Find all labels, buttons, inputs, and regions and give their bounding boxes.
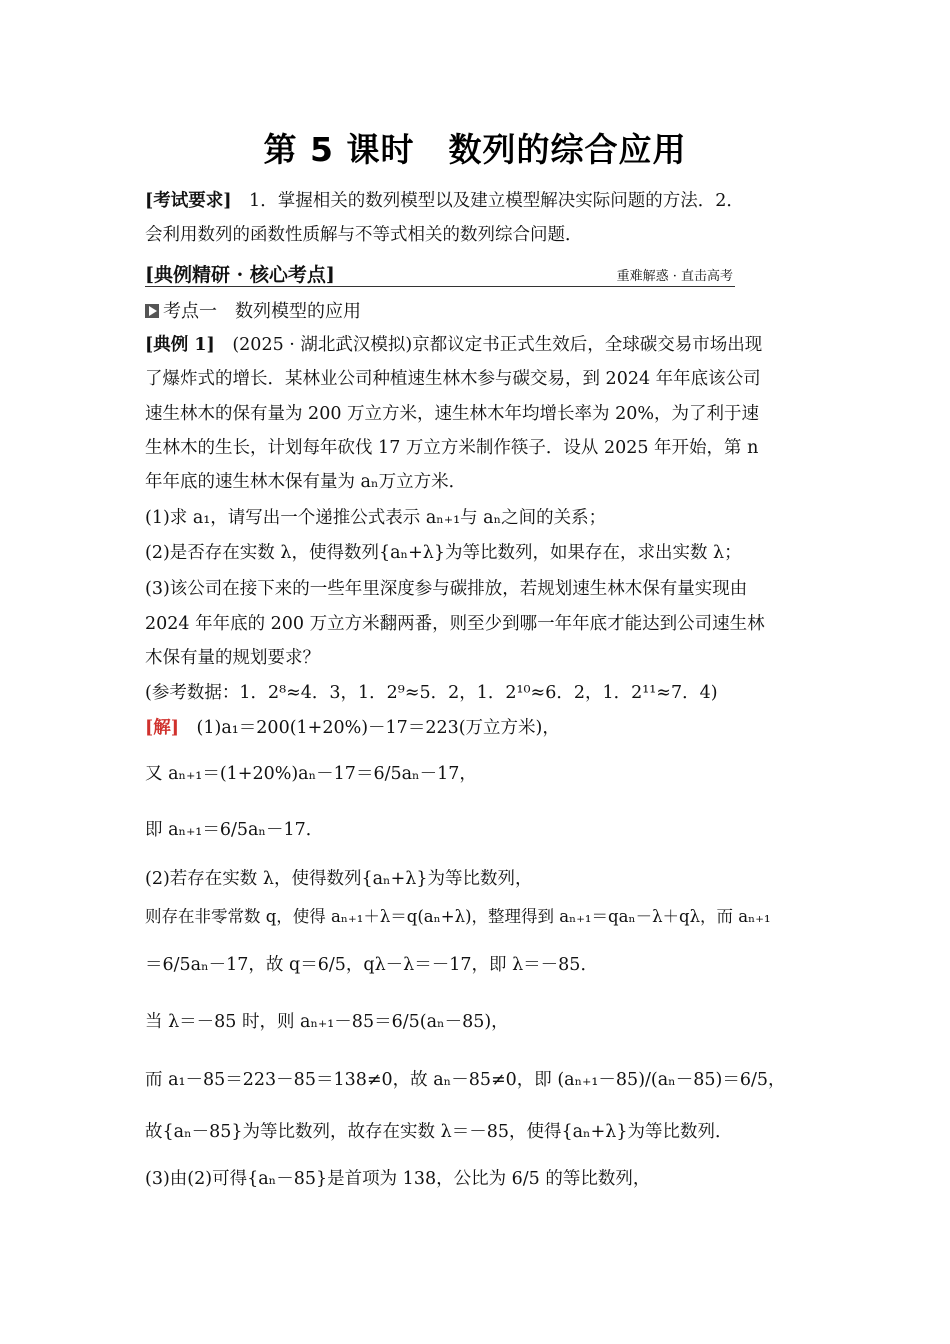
solution-line-6: ＝6/5aₙ－17，故 q＝6/5，qλ－λ＝－17，即 λ＝－85．	[145, 955, 598, 975]
example-label: [典例 1]	[145, 335, 215, 355]
page-title: 第 5 课时 数列的综合应用	[263, 130, 687, 169]
play-triangle-icon	[145, 304, 159, 318]
requirements-line-2: 会利用数列的函数性质解与不等式相关的数列综合问题．	[145, 225, 583, 245]
solution-line-2: 又 aₙ₊₁＝(1+20%)aₙ－17＝6/5aₙ－17，	[145, 764, 477, 784]
question-3-line-2: 2024 年年底的 200 万立方米翻两番，则至少到哪一年年底才能达到公司速生林	[145, 614, 765, 634]
solution-line-8: 而 a₁－85＝223－85＝138≠0，故 aₙ－85≠0，即 (aₙ₊₁－85)/(aₙ－85)＝6/5，	[145, 1070, 786, 1090]
requirements-line-1: 1．掌握相关的数列模型以及建立模型解决实际问题的方法．2．	[231, 191, 744, 211]
requirements-label: [考试要求]	[145, 191, 232, 211]
example-line-1	[145, 333, 810, 357]
kaodian-heading	[145, 297, 361, 323]
example-text-1: (2025 · 湖北武汉模拟)京都议定书正式生效后，全球碳交易市场出现	[214, 335, 763, 355]
question-3-line-3: 木保有量的规划要求？	[145, 648, 320, 668]
solution-line-7: 当 λ＝－85 时，则 aₙ₊₁－85＝6/5(aₙ－85)，	[145, 1012, 509, 1032]
exam-requirements	[145, 189, 810, 213]
kaodian-text: 考点一 数列模型的应用	[163, 301, 361, 322]
example-line-2: 了爆炸式的增长．某林业公司种植速生林木参与碳交易，到 2024 年年底该公司	[145, 369, 761, 389]
example-line-4: 生林木的生长，计划每年砍伐 17 万立方米制作筷子．设从 2025 年开始，第 n	[145, 438, 759, 458]
example-line-5: 年年底的速生林木保有量为 aₙ万立方米．	[145, 472, 467, 492]
solution-line-5: 则存在非零常数 q，使得 aₙ₊₁＋λ＝q(aₙ+λ)，整理得到 aₙ₊₁＝qaₙ－λ＋qλ，而 aₙ₊₁	[145, 907, 771, 926]
solution-text-1: (1)a₁＝200(1+20%)－17＝223(万立方米)，	[179, 718, 560, 738]
question-3-line-1: (3)该公司在接下来的一些年里深度参与碳排放，若规划速生林木保有量实现由	[145, 579, 748, 599]
section-title: [典例精研 · 核心考点]	[145, 264, 335, 286]
solution-label: [解]	[145, 718, 180, 738]
question-1: (1)求 a₁，请写出一个递推公式表示 aₙ₊₁与 aₙ之间的关系；	[145, 508, 607, 528]
question-2: (2)是否存在实数 λ，使得数列{aₙ+λ}为等比数列，如果存在，求出实数 λ；	[145, 543, 742, 563]
solution-line-1	[145, 716, 810, 740]
reference-data: (参考数据：1．2⁸≈4．3，1．2⁹≈5．2，1．2¹⁰≈6．2，1．2¹¹≈7．4)	[145, 683, 718, 703]
solution-line-9: 故{aₙ－85}为等比数列，故存在实数 λ＝－85，使得{aₙ+λ}为等比数列．	[145, 1122, 733, 1142]
solution-line-4: (2)若存在实数 λ，使得数列{aₙ+λ}为等比数列，	[145, 869, 533, 889]
section-tagline: 重难解惑 · 直击高考	[616, 269, 733, 284]
solution-line-3: 即 aₙ₊₁＝6/5aₙ－17．	[145, 820, 324, 840]
solution-line-10: (3)由(2)可得{aₙ－85}是首项为 138，公比为 6/5 的等比数列，	[145, 1169, 651, 1189]
example-line-3: 速生林木的保有量为 200 万立方米，速生林木年均增长率为 20%，为了利于速	[145, 404, 759, 424]
section-header	[145, 260, 735, 287]
